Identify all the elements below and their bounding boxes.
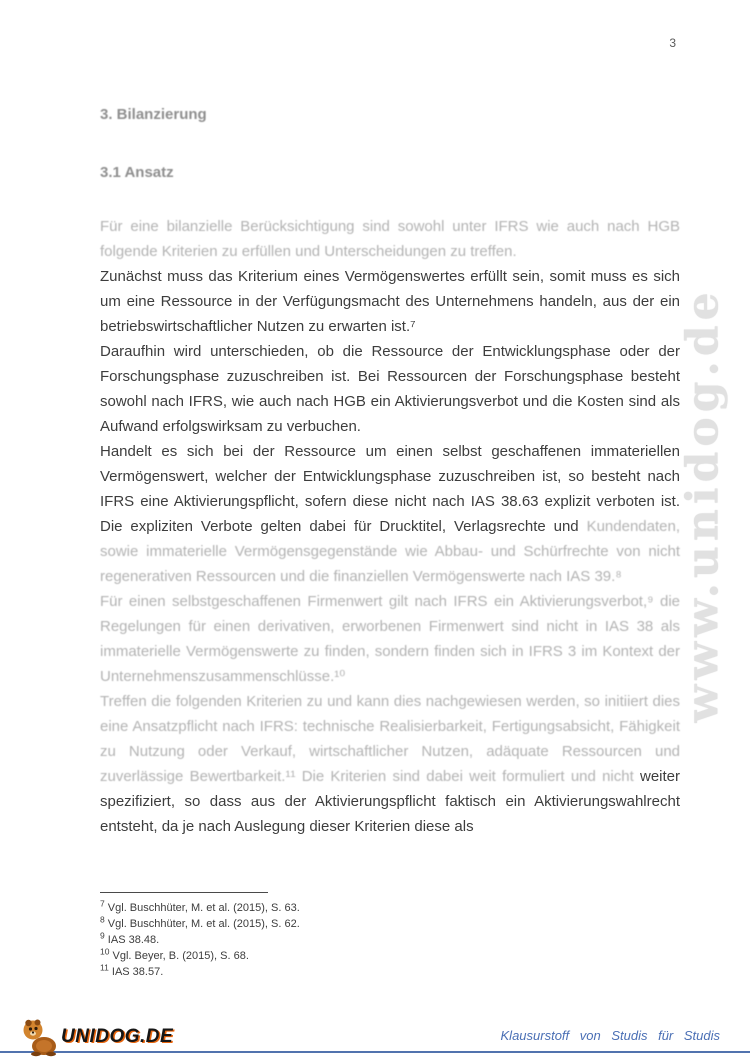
- paragraph-text: Zunächst muss das Kriterium eines Vermögenswertes erfüllt sein, somit muss es sich um eine Ressource in der Verfügungsmacht des Unternehmens handeln, aus der ein betriebswirtschaftlicher Nutzen zu erwarten ist.⁷: [100, 268, 680, 335]
- paragraph-text: Daraufhin wird unterschieden, ob die Ressource der Entwicklungsphase oder der Forschungsphase zuzuschreiben ist. Bei Ressourcen der Forschungsphase besteht sowohl nach IFRS, wie auch nach HGB ein Aktivierungsverbot und die Kosten sind als Aufwand erfolgswirksam zu verbuchen.: [100, 343, 680, 435]
- section-heading: 3. Bilanzierung: [100, 106, 207, 123]
- footnote-separator: [100, 892, 268, 893]
- page-number: 3: [669, 36, 676, 50]
- paragraph: [100, 264, 680, 339]
- paragraph: [100, 689, 680, 839]
- footnote-number: 11: [100, 962, 109, 973]
- footnote-text: Vgl. Buschhüter, M. et al. (2015), S. 63.: [107, 902, 300, 914]
- footnote: [100, 948, 680, 964]
- paragraph: [100, 439, 680, 589]
- paragraph: [100, 339, 680, 439]
- dog-mascot-icon: [22, 1015, 58, 1057]
- paragraph: [100, 589, 680, 689]
- footer-tagline: Klausurstoff von Studis für Studis: [500, 1028, 720, 1043]
- paragraph-text: weiter spezifiziert, so dass aus der Aktivierungspflicht faktisch ein Aktivierungswahlrecht entsteht, da je nach Auslegung dieser Kriterien diese als: [100, 768, 680, 835]
- watermark: www.unidog.de: [677, 287, 729, 723]
- footnote-text: Vgl. Buschhüter, M. et al. (2015), S. 62.: [107, 918, 300, 930]
- paragraph-text: Kundendaten, sowie immaterielle Vermögensgegenstände wie Abbau- und Schürfrechte von nicht regenerativen Ressourcen und die finanziellen Vermögenswerte nach IAS 39.⁸: [100, 518, 680, 585]
- logo-text: UNIDOG.DE: [61, 1026, 174, 1047]
- paragraph-text: Handelt es sich bei der Ressource um einen selbst geschaffenen immateriellen Vermögenswert, welcher der Entwicklungsphase zuzuschreiben ist, so besteht nach IFRS eine Aktivierungspflicht, sofern diese nicht nach IAS 38.63 explizit verboten ist. Die expliziten Verbote gelten dabei für Drucktitel, Verlagsrechte und: [100, 443, 680, 535]
- unidog-logo: [22, 1015, 173, 1057]
- footnote-number: 10: [100, 946, 110, 957]
- footnote-text: IAS 38.48.: [107, 934, 160, 946]
- footnote-number: 9: [100, 930, 105, 941]
- document-body: [100, 214, 680, 839]
- footnote-number: 7: [100, 898, 105, 909]
- paragraph: [100, 214, 680, 264]
- paragraph-text: Für eine bilanzielle Berücksichtigung sind sowohl unter IFRS wie auch nach HGB folgende Kriterien zu erfüllen und Unterscheidungen zu treffen.: [100, 218, 680, 260]
- subsection-heading: 3.1 Ansatz: [100, 164, 174, 181]
- footnote-text: IAS 38.57.: [111, 966, 164, 978]
- footnote-text: Vgl. Beyer, B. (2015), S. 68.: [112, 950, 249, 962]
- paragraph-text: Treffen die folgenden Kriterien zu und kann dies nachgewiesen werden, so initiiert dies eine Ansatzpflicht nach IFRS: technische Realisierbarkeit, Fertigungsabsicht, Fähigkeit zu Nutzung oder Verkauf, wirtschaftlicher Nutzen, adäquate Ressourcen und zuverlässige Bewertbarkeit.¹¹ Die Kriterien sind dabei weit formuliert und nicht: [100, 693, 680, 785]
- footnote: [100, 900, 680, 916]
- footnote: [100, 964, 680, 980]
- footnote: [100, 916, 680, 932]
- paragraph-text: Für einen selbstgeschaffenen Firmenwert gilt nach IFRS ein Aktivierungsverbot,⁹ die Regelungen für einen derivativen, erworbenen Firmenwert sind nicht in IAS 38 als immaterielle Vermögenswerte zu finden, sondern finden sich in IFRS 3 im Kontext der Unternehmenszusammenschlüsse.¹⁰: [100, 593, 680, 685]
- footnote-number: 8: [100, 914, 105, 925]
- footnote: [100, 932, 680, 948]
- document-page: [100, 106, 680, 839]
- footnotes-section: [100, 892, 680, 980]
